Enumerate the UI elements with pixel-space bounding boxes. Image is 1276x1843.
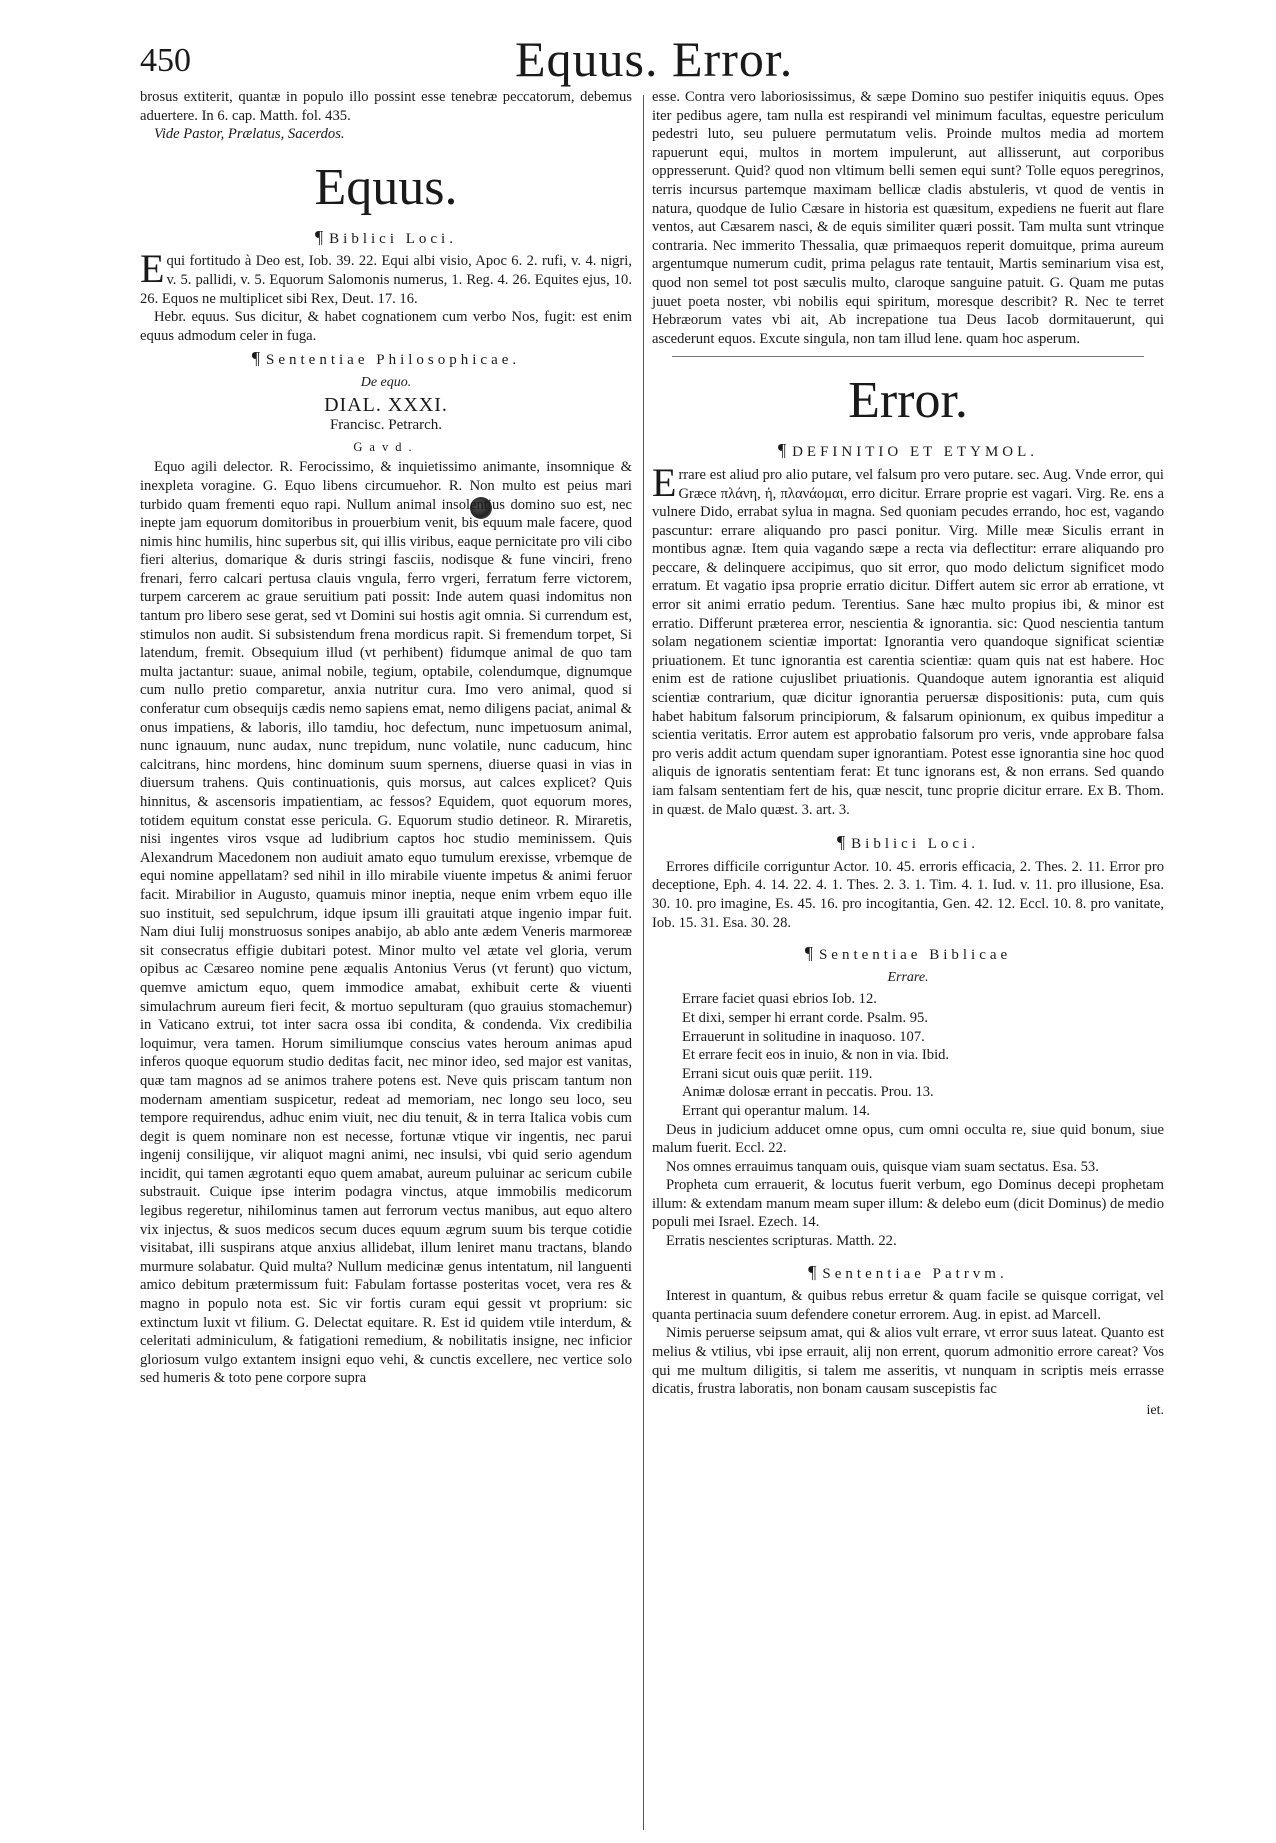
heading-sententiae-biblicae: ¶ Sententiae Biblicae: [804, 943, 1012, 964]
biblical-paragraph: Propheta cum errauerit, & locutus fuerit verbum, ego Dominus decepi prophetam illum: & extendam manum meam super illum: & delebo eum (dicit Dominus) de medio populi mei Israel. Ezech. 14.: [652, 1177, 1164, 1231]
running-title: Equus. Error.: [515, 31, 794, 87]
catchword: iet.: [1146, 1403, 1164, 1419]
continued-text-right: esse. Contra vero laboriosissimus, & sæpe Domino suo pestifer iniquitis equus. Opes iter pedibus agere, tam nulla est respirandi vel minimum facultas, equestre periculum pedestri luto, seu puluere permutatum velis. Proinde multos media ad mortem rapuerunt equi, multos in mortem impulerunt, aut allisserunt, aut corporibus oppresserunt. Quid? quod non vltimum belli semen equi sunt? Tolle equos peregrinos, terris incursus partemque maximam bellicæ cladis abstuleris, vt quod de ventis in natura, quodque de Iulio Cæsare in historia est quæsitum, expediens ne fuerit aut flare ventos, aut Cæsarem nasci, & de equis similiter quæri possit. Tam multa sunt vtrinque contraria. Nec immerito Thessalia, quæ primaequos reperit domuitque, prima aureum argentumque numerum cudit, prima pelagus rate tentauit, Martis seminarium visa est, quod non semel tot post sæculis multo, claroque sanguine patuit. G. Quam me putas juuet poeta noster, vbi nobilis equi spiritum, moresque describit? R. Nec te terret Hebræorum vates vbi ait, Ab increpatione tua Deus Iacob dormitauerunt, qui ascederunt equos. Excute singula, non tam illud lene. quam hoc asperum.: [652, 89, 1164, 347]
column-rule: [643, 95, 644, 1830]
biblical-paragraph: Erratis nescientes scripturas. Matth. 22.: [666, 1233, 897, 1250]
patrum-paragraph: Interest in quantum, & quibus rebus erretur & quam facile se quisque corrigat, vel quanta pertinacia suum defendere conetur errorem. Aug. in epist. ad Marcell.: [652, 1288, 1164, 1323]
heading-sententiae-patrum: ¶ Sententiae Patrvm.: [808, 1261, 1008, 1282]
pilcrow-icon: ¶: [315, 226, 324, 247]
verse-line: Et dixi, semper hi errant corde. Psalm. 95.: [682, 1009, 929, 1026]
pilcrow-icon: ¶: [804, 943, 813, 964]
pilcrow-icon: ¶: [251, 348, 260, 369]
verse-line: Et errare fecit eos in inuio, & non in via. Ibid.: [682, 1047, 950, 1064]
hebrew-note: Hebr. equus. Sus dicitur, & habet cognationem cum verbo Nos, fugit: est enim equus admodum celer in fuga.: [140, 309, 632, 344]
verse-line: Errani sicut ouis quæ periit. 119.: [682, 1065, 873, 1082]
verse-line: Errant qui operantur malum. 14.: [682, 1102, 871, 1119]
heading-definitio: ¶ DEFINITIO ET ETYMOL.: [777, 440, 1039, 461]
subheading-de-equo: De equo.: [360, 374, 412, 390]
subheading-errare: Errare.: [887, 969, 929, 985]
continued-text: brosus extiterit, quantæ in populo illo possint esse tenebræ peccatorum, debemus aduertere. In 6. cap. Matth. fol. 435.: [140, 89, 632, 124]
biblical-paragraph: Nos omnes errauimus tanquam ouis, quisque viam suam sectatus. Esa. 53.: [666, 1158, 1099, 1175]
patrum-paragraph: Nimis peruerse seipsum amat, qui & alios vult errare, vt error suus lateat. Quanto est melius & vtilius, vbi ipse errauit, alij non errent, quorum admonitio errore careat? Vos qui me multum diligitis, si talem me asseritis, vt nunquam in scriptis meis errasse dicatis, frustra laboratis, non bonam causam suscepistis fac: [652, 1325, 1164, 1398]
page-number: 450: [140, 42, 191, 79]
section-divider: [672, 356, 1144, 357]
section-title-error: Error.: [848, 372, 968, 430]
heading-biblici-loci-right: ¶ Biblici Loci.: [837, 832, 979, 853]
dialogue-number: DIAL. XXXI.: [324, 393, 448, 416]
heading-biblici-loci: ¶ Biblici Loci.: [315, 226, 457, 247]
pilcrow-icon: ¶: [837, 832, 846, 853]
verse-line: Animæ dolosæ errant in peccatis. Prou. 13.: [682, 1084, 934, 1101]
section-title-equus: Equus.: [314, 158, 458, 216]
dialogue-body: Equo agili delector. R. Ferocissimo, & inquietissimo animante, insomnique & inexpleta voragine. G. Equo libens circumuehor. R. Non multo est peius mari turbido quam frementi equo rapi. Nullum animal insolentius domino suo est, nec inepte jam equorum domitoribus in prouerbium venit, bis equum male facere, quod nimis hinc humilis, hinc superbus sit, qui illis viribus, eaque pernicitate pro vili cibo fieri alterius, domarique & duris stringi fasciis, nodisque & fune vinciri, freno frenari, ferro calcari pertusa clauis vngula, ferro vrgeri, ferratum ferre victorem, turpem carcerem ac graue seruitium pati possit: Inde autem quasi indomitus non tantum pro libero sese gerat, sed vt Domini sui hostis agit omnia. Si currendum est, stimulos non audit. Si subsistendum frena mordicus rapit. Si fremendum torpet, Si latendum, fremit. Obsequium illud (vt perhibent) fidumque animal de quo tam multa jactantur: suaue, animal nobile, tegium, optabile, colendumque, dignumque cum nullo pretio comparetur, anxia nutritur cura. Imo vero animal, quod si conferatur cum obsequijs cædis nemo sapiens emat, nemo diligens paciat, animal & onus impatiens, & laboris, illo tamdiu, hoc defectum, nunc impetuosum animal, nunc ignauum, nunc audax, nunc trepidum, nunc volatile, nunc caducum, hinc calcitrans, hinc mordens, hinc dominum suum spernens, diuerse quasi in vias in diuersum trahens. Quis continuationis, quis morsus, aut calces explicet? Quis hinnitus, & ascensoris impatientiam, ac fessos? Equidem, quot equorum mores, totidem equitum constat esse pericula. G. Equorum studio detineor. R. Miraretis, nisi ingentes viros vsque ad ludibrium captos hoc studio meminissem. Quis Alexandrum Macedonem non audiuit amato equo tumulum erexisse, vrbemque de equi nomine appellatam? sed nihil in illo mirabile viuente impetus & animi feruor facit. Mirabilior in Augusto, quamuis minor ineptia, neque enim vrbem equo ille suo instituit, sed sepulchrum, idque ipsum illi grauitati atque ingenio impar fuit. Nam diui Iulij monstruosus sonipes anabijo, ab ablo ante ædem Veneris marmoreæ sit consecratus effigie dubitari potest. Minor multo vel ætate vel gloria, verum opibus ac Cæsareo nomine pene æqualis Antonius Verus (vt ferunt) quo victum, quemve amictum equo, quem immodice amabat, exhibuit certe & viuenti simulachrum aureum fieri fecit, & mortuo sepulturam (quo grauius stomachemur) in Vaticano extrui, tot inter sacra ossa ibi condita, & condenda. Vix credibilia loquimur, vera tamen. Horum similiumque conscius vates heroum animas apud inferos quoque equorum studio deditas facit, nec minor ideo, sed major est vanitas, quæ tam magnos ad se animos trahere potens est. Neve quis priscam tantum non modernam amentiam suspicetur, redeat ad memoriam, nec longo seu loco, seu tempore requirendus, adhuc enim viuit, nec diu tenuit, & in terra Italica vobis cum degit is quem nominare non est necesse, fortunæ vtique vir ingentis, nec parui ingenij consilijque, vir aliquot magni animi, nec insulsi, vbi quid serio agendum incidit, qui tamen ægrotanti equo quem amabat, aureum puluinar ac sericum cubile substrauit. Cuique ipse interim podagra vinctus, atque immobilis medicorum legibus regeretur, nihilominus tamen aut ferrorum vectus manibus, aut equo altero vix injectus, & suos medicos secum duces equum ægrum suum bis terque cotidie visitabat, illi suspirans atque anxius allidebat, illum leniret manu tractans, blando murmure solabatur. Quid multa? Nullum medicinæ genus intentatum, nil languenti amico debitum prætermissum fuit: Fabulam fortasse posteritas vocet, vera res & magno in populo nota est. Sic vir fortis curam equi gessit vt proprium: sic extinctum luxit vt filium. G. Delectat equitare. R. Est id quidem vtile interdum, & celeritati adminiculum, & fatigationi remedium, & nobilitatis insigne, nec inficior gloriosum vulgo extantem insigni equo vehi, & cunctis excellere, nec vertice solo sed humeris & toto pene corpore supra: [140, 459, 632, 1387]
biblici-text-right: Errores difficile corriguntur Actor. 10. 45. erroris efficacia, 2. Thes. 2. 11. Error pro deceptione, Eph. 4. 14. 22. 4. 1. Thes. 2. 3. 1. Tim. 4. 1. Iud. v. 11. pro illusione, Esa. 30. 10. pro imagine, Es. 45. 16. pro incogitantia, Gen. 42. 12. Eccl. 10. 8. pro vanitate, Iob. 15. 31. Esa. 30. 28.: [652, 858, 1164, 931]
pilcrow-icon: ¶: [777, 440, 787, 461]
verse-line: Errauerunt in solitudine in inaquoso. 107.: [682, 1028, 925, 1045]
verse-line: Errare faciet quasi ebrios Iob. 12.: [682, 991, 877, 1008]
right-column: [652, 88, 1164, 1419]
pilcrow-icon: ¶: [808, 1261, 817, 1282]
speaker-gaud: Gavd.: [353, 439, 419, 454]
author-name: Francisc. Petrarch.: [329, 417, 443, 434]
definition-text: Errare est aliud pro alio putare, vel falsum pro vero putare. sec. Aug. Vnde error, qui Græce πλάνη, ἡ, πλανάομαι, erro dicitur. Errare proprie est vagari. Virg. Re. ens a vulnere Dido, errabat sylua in magna. Sed quoniam pecudes errando, hoc est, vagando pascuntur: errare aliquando pro pasci ponitur. Virg. Mille meæ Siculis errant in montibus agnæ. Item quia vagando sæpe a recta via deflectitur: errare aliquando pro peccare, & delinquere accipimus, quo sit error, quo modo delictum significet modo erratum. Et vagatio ipsa proprie erratio dicitur. Differt autem sic error ab erratione, vt error sit animi erratio pedum. Terentius. Sane hæc multo propius ibi, & minor est erratio. Differunt præterea error, nescientia & ignorantia. sic: Quod nescientia tantum solam negationem scientiæ importat: Ignorantia vero quandoque significat scientiæ priuationem. Et tunc ignorantia est carentia scientiæ: quam quis nat est habere. Hoc enim est de ratione cujuslibet priuationis. Quandoque autem ignorantia est aliquid scientiæ contrarium, quæ dicitur ignorantia peruersæ dispositionis: puta, cum quis habet habitum falsorum principiorum, & falsarum opinionum, ex quibus impeditur a scientia veritatis. Error autem est approbatio falsorum pro veris, vnde approbare falsa pro veris addit actum quendam super ignorantiam. Potest esse ignorantia sine hoc quod aliquis de ignoratis sententiam ferat: Et tunc ignorans est, & non errans. Sed quando iam falsam sententiam fert de his, quæ nescit, tunc proprie dicitur errare. Ex B. Thom. in quæst. de Malo quæst. 3. art. 3.: [652, 459, 1164, 818]
biblical-paragraph: Deus in judicium adducet omne opus, cum omni occulta re, siue quid bonum, siue malum fuerit. Eccl. 22.: [652, 1121, 1164, 1157]
vide-reference: Vide Pastor, Prælatus, Sacerdos.: [154, 126, 345, 143]
heading-sententiae-philosophicae: ¶ Sententiae Philosophicae.: [251, 348, 521, 369]
biblici-text: Equi fortitudo à Deo est, Iob. 39. 22. Equi albi visio, Apoc 6. 2. rufi, v. 4. nigri, v. 5. pallidi, v. 5. Equorum Salomonis numerus, 1. Reg. 4. 26. Equites ejus, 10. 26. Equos ne multiplicet sibi Rex, Deut. 17. 16.: [140, 246, 632, 307]
left-column: [140, 88, 632, 1388]
